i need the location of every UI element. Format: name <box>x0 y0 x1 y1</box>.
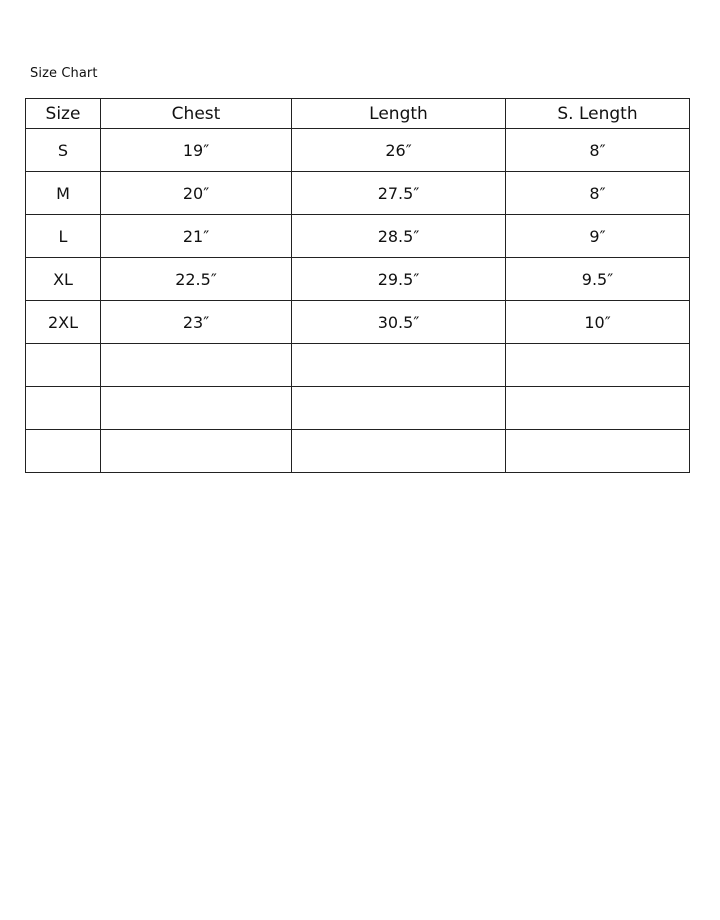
cell-size <box>26 430 101 473</box>
cell-chest: 22.5″ <box>101 258 292 301</box>
table-row-empty <box>26 430 690 473</box>
cell-length: 30.5″ <box>292 301 506 344</box>
cell-chest: 20″ <box>101 172 292 215</box>
cell-s-length: 9″ <box>506 215 690 258</box>
cell-size: 2XL <box>26 301 101 344</box>
cell-length: 29.5″ <box>292 258 506 301</box>
table-row-empty <box>26 387 690 430</box>
cell-s-length <box>506 387 690 430</box>
cell-size: S <box>26 129 101 172</box>
column-header-length: Length <box>292 99 506 129</box>
table-row <box>26 258 690 301</box>
cell-size: M <box>26 172 101 215</box>
cell-length: 28.5″ <box>292 215 506 258</box>
cell-s-length <box>506 430 690 473</box>
size-chart-table <box>25 98 690 473</box>
cell-chest <box>101 344 292 387</box>
column-header-s-length: S. Length <box>506 99 690 129</box>
table-row <box>26 301 690 344</box>
cell-length <box>292 344 506 387</box>
cell-s-length <box>506 344 690 387</box>
cell-length: 26″ <box>292 129 506 172</box>
cell-chest: 23″ <box>101 301 292 344</box>
table-header-row <box>26 99 690 129</box>
column-header-chest: Chest <box>101 99 292 129</box>
cell-size: L <box>26 215 101 258</box>
page-title: Size Chart <box>30 66 98 81</box>
cell-s-length: 8″ <box>506 172 690 215</box>
cell-s-length: 10″ <box>506 301 690 344</box>
cell-size: XL <box>26 258 101 301</box>
cell-length <box>292 430 506 473</box>
cell-length <box>292 387 506 430</box>
cell-chest <box>101 430 292 473</box>
cell-s-length: 9.5″ <box>506 258 690 301</box>
cell-s-length: 8″ <box>506 129 690 172</box>
cell-size <box>26 387 101 430</box>
table-row <box>26 129 690 172</box>
column-header-size: Size <box>26 99 101 129</box>
table-row <box>26 172 690 215</box>
cell-size <box>26 344 101 387</box>
cell-chest: 19″ <box>101 129 292 172</box>
cell-chest <box>101 387 292 430</box>
table-row <box>26 215 690 258</box>
table-row-empty <box>26 344 690 387</box>
cell-chest: 21″ <box>101 215 292 258</box>
cell-length: 27.5″ <box>292 172 506 215</box>
